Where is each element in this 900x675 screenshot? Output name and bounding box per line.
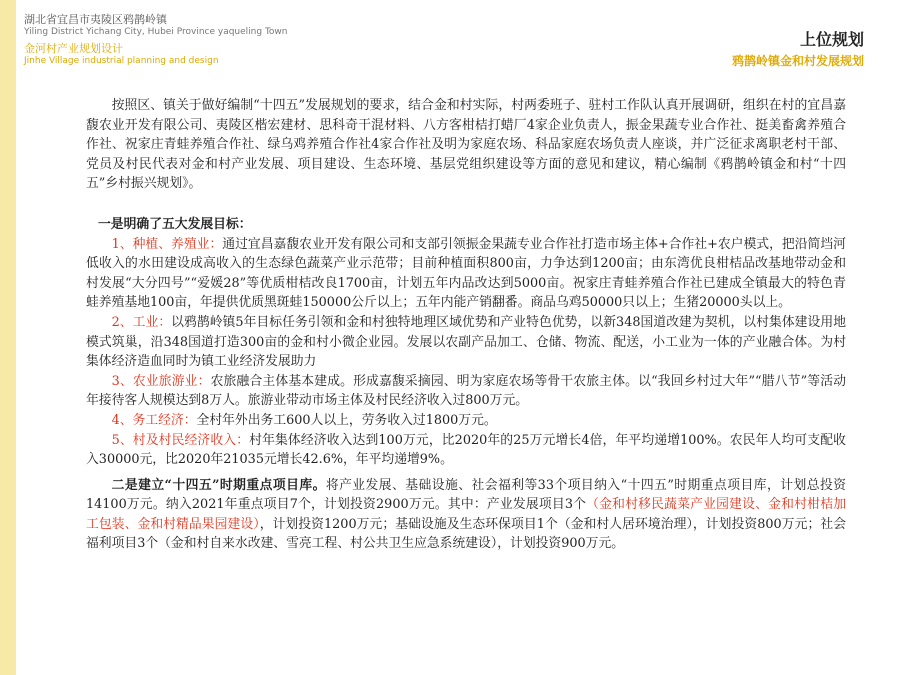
header-title-block [732,30,864,70]
goal-label: 1、种植、养殖业： [111,236,223,252]
section2-text-2: ，计划投资1200万元；基础设施及生态环保项目1个（金和村人居环境治理），计划投资800万元；社会福利项目3个（金和村自来水改建、雪亮工程、村公共卫生应急系统建设），计划投资900万元。 [86,516,846,552]
left-accent-bar [0,0,16,675]
location-cn: 湖北省宜昌市夷陵区鸦鹊岭镇 [24,13,167,26]
goal-label: 3、农业旅游业： [111,373,211,389]
goal-label: 4、务工经济： [111,412,197,428]
project-en: Jinhe Village industrial planning and design [24,56,219,66]
document-body [86,96,846,554]
section2-paragraph [86,476,846,554]
page-title: 上位规划 [799,30,864,49]
goal-label: 2、工业： [111,314,172,330]
goal-text: 村年集体经济收入达到100万元，比2020年的25万元增长4倍，年平均递增100%。农民年人均可支配收入30000元，比2020年21035元增长42.6%，年平均递增9%。 [86,432,846,468]
goal-item [86,411,846,431]
goal-item [86,313,846,372]
location-en: Yiling District Yichang City, Hubei Province yaqueling Town [24,27,288,37]
goal-text: 全村年外出务工600人以上，劳务收入过1800万元。 [196,412,497,428]
page-subtitle: 鸦鹊岭镇金和村发展规划 [731,54,864,68]
goal-label: 5、村及村民经济收入： [111,432,250,448]
goal-text: 以鸦鹊岭镇5年目标任务引领和金和村独特地理区域优势和产业特色优势，以新348国道改建为契机，以村集体建设用地模式筑巢，沿348国道打造300亩的金和村小微企业园。发展以农副产品加工、仓储、物流、配送，小工业为一体的产业融合体。为村集体经济造血同时为镇工业经济发展助力 [86,314,846,370]
section2-text-1: 将产业发展、基础设施、社会福利等33个项目纳入“十四五”时期重点项目库，计划总投资14100万元。纳入2021年重点项目7个，计划投资2900万元。其中：产业发展项目3个 [86,477,846,513]
section2-heading: 二是建立“十四五”时期重点项目库。 [111,477,326,493]
goal-item [86,235,846,313]
section1-heading: 一是明确了五大发展目标： [98,216,252,232]
goal-text: 通过宜昌嘉馥农业开发有限公司和支部引领振金果蔬专业合作社打造市场主体+合作社+农户模式，把沿简垱河低收入的水田建设成高收入的生态绿色蔬菜产业示范带；目前种植面积800亩，力争达到1200亩；由东湾优良柑桔品改基地带动金和村发展“大分四号”“爱媛28”等优质柑桔改良1700亩，计划五年内品改达到5000亩。祝家庄青蛙养殖合作社已建成全镇最大的特色青蛙养殖基地100亩，年提供优质黑斑蛙150000公斤以上；五年内能产销翻番。商品乌鸡50000只以上；生猪20000头以上。 [86,236,846,311]
goal-item [86,372,846,411]
goal-item [86,431,846,470]
header-info [24,13,287,67]
project-cn: 金河村产业规划设计 [24,42,123,55]
goal-text: 农旅融合主体基本建成。形成嘉馥采摘园、明为家庭农场等骨干农旅主体。以“我回乡村过大年”“腊八节”等活动年接待客人规模达到8万人。旅游业带动市场主体及村民经济收入过800万元。 [86,373,846,409]
section2-highlight: （金和村移民蔬菜产业园建设、金和村柑桔加工包装、金和村精品果园建设） [86,497,846,532]
intro-paragraph: 按照区、镇关于做好编制“十四五”发展规划的要求，结合金和村实际，村两委班子、驻村工作队认真开展调研，组织在村的宜昌嘉馥农业开发有限公司、夷陵区楷宏建材、思科奇干混材料、八方客柑桔打蜡厂4家企业负责人，振金果蔬专业合作社、挺美畜禽养殖合作社、祝家庄青蛙养殖合作社、绿乌鸡养殖合作社4家合作社及明为家庭农场、科品家庭农场负责人座谈，并广泛征求离职老村干部、党员及村民代表对金和村产业发展、项目建设、生态环境、基层党组织建设等方面的意见和建议，精心编制《鸦鹊岭镇金和村“十四五”乡村振兴规划》。 [86,98,846,192]
